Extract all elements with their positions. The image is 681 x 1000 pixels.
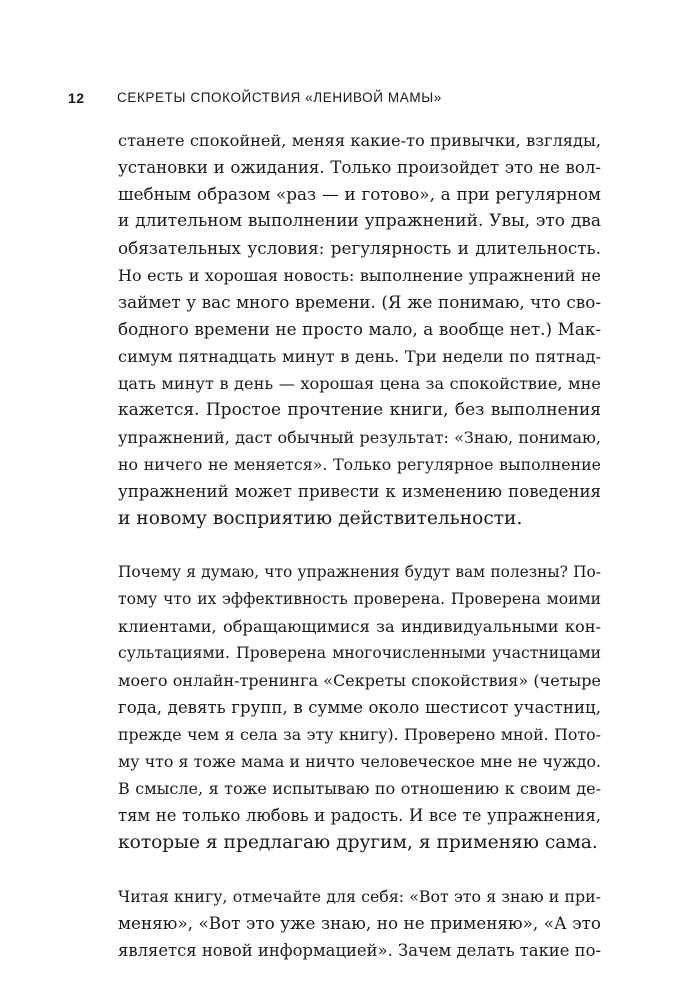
paragraph-2 [118, 559, 601, 856]
text-line: установки и ожидания. Только произойдет это не вол- [118, 158, 601, 177]
text-line: моего онлайн-тренинга «Секреты спокойствия» (четыре [118, 671, 601, 690]
paragraph-3 [118, 883, 601, 964]
text-line: В смысле, я тоже испытываю по отношению к своим де- [118, 779, 601, 798]
text-line: и длительном выполнении упражнений. Увы, это два [118, 211, 601, 231]
text-line: сультациями. Проверена многочисленными участницами [118, 644, 601, 662]
body-text [118, 127, 601, 964]
paragraph-gap [118, 856, 601, 883]
text-line: кажется. Простое прочтение книги, без выполнения [118, 400, 601, 420]
page-number: 12 [68, 90, 85, 106]
text-line: тям не только любовь и радость. И все те упражнения, [118, 806, 601, 825]
text-line: и новому восприятию действительности. [118, 508, 523, 529]
text-line: займет у вас много времени. (Я же понимаю, что сво- [118, 292, 601, 312]
text-line: бодного времени не просто мало, а вообще нет.) Мак- [118, 319, 601, 339]
text-line: симум пятнадцать минут в день. Три недели по пятнад- [118, 347, 601, 366]
text-line: клиентами, обращающимися за индивидуальными кон- [118, 617, 601, 636]
text-line: но ничего не меняется». Только регулярное выполнение [118, 455, 601, 474]
text-line: года, девять групп, в сумме около шестисот участниц, [118, 698, 601, 717]
running-title: СЕКРЕТЫ СПОКОЙСТВИЯ «ЛЕНИВОЙ МАМЫ» [117, 90, 442, 105]
text-line: Почему я думаю, что упражнения будут вам полезны? По- [118, 563, 601, 581]
text-line: которые я предлагаю другим, я применяю сама. [118, 832, 598, 853]
text-line: му что я тоже мама и ничто человеческое мне не чуждо. [118, 752, 601, 771]
text-line: упражнений, даст обычный результат: «Знаю, понимаю, [118, 428, 601, 447]
text-line: тому что их эффективность проверена. Проверена моими [118, 590, 601, 608]
text-line: станете спокойней, меняя какие-то привычки, взгляды, [118, 131, 601, 150]
text-line: цать минут в день — хорошая цена за спокойствие, мне [118, 374, 601, 393]
text-line: прежде чем я села за эту книгу). Проверено мной. Пото- [118, 725, 601, 744]
text-line: обязательных условия: регулярность и длительность. [118, 238, 601, 258]
text-line: упражнений может привести к изменению поведения [118, 482, 601, 501]
text-line: Но есть и хорошая новость: выполнение упражнений не [118, 266, 601, 285]
text-line: Читая книгу, отмечайте для себя: «Вот это я знаю и при- [118, 887, 601, 906]
text-line: меняю», «Вот это уже знаю, но не применяю», «А это [118, 913, 601, 933]
paragraph-gap [118, 532, 601, 559]
text-line: является новой информацией». Зачем делать такие по- [118, 941, 601, 960]
text-line: шебным образом «раз — и готово», а при регулярном [118, 184, 601, 204]
paragraph-1 [118, 127, 601, 532]
